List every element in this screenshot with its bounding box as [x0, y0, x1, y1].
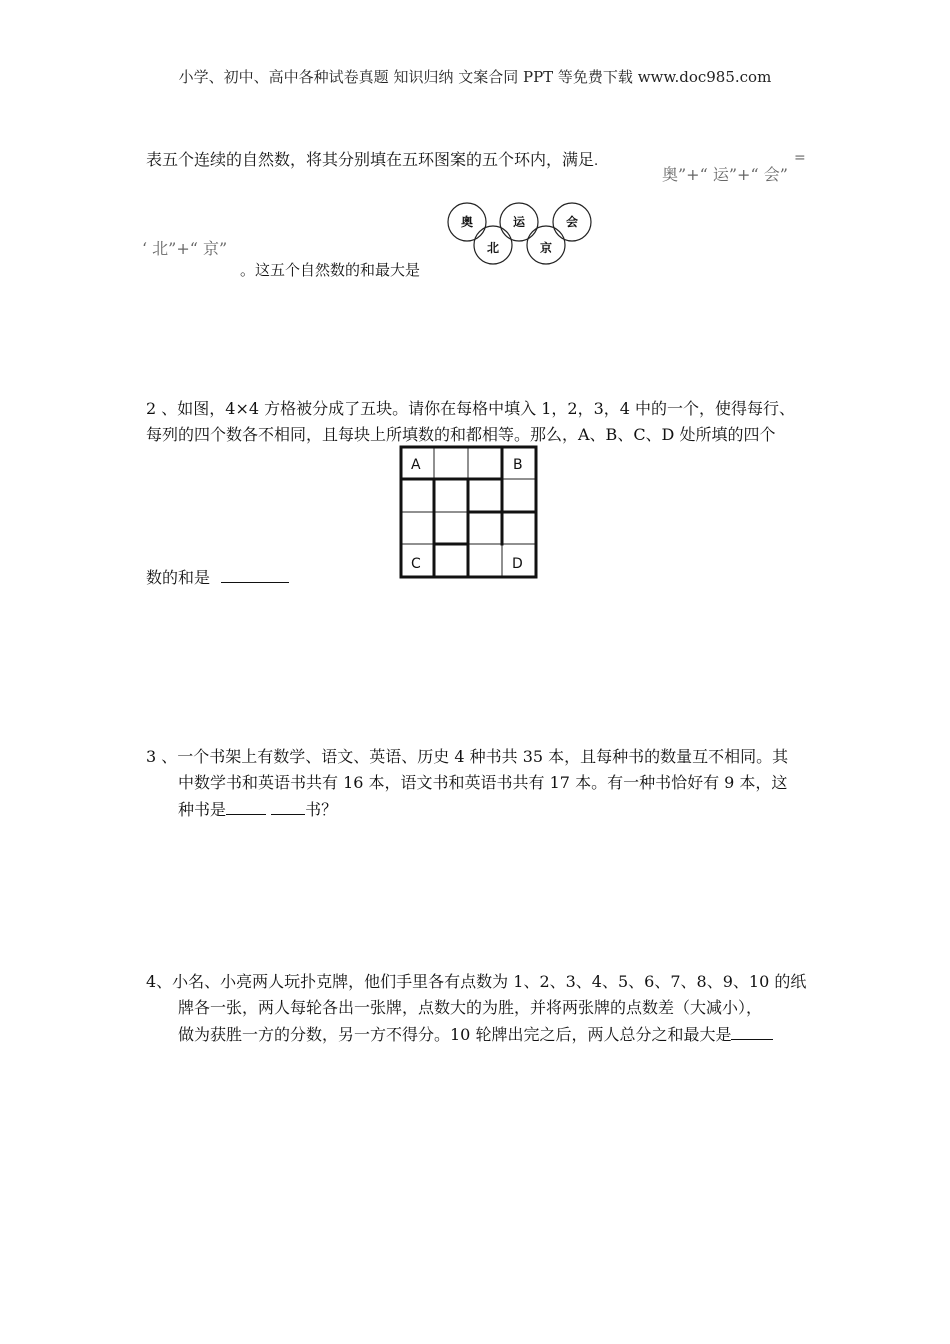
q3-line3-end: 书？ — [305, 800, 338, 819]
q2-answer-blank — [221, 564, 289, 583]
q1-text: 表五个连续的自然数，将其分别填在五环图案的五个环内，满足 — [146, 150, 595, 169]
q2-line3-text: 数的和是 — [146, 568, 211, 587]
q4-line1: 4、小名、小亮两人玩扑克牌，他们手里各有点数为 1、2、3、4、5、6、7、8、9、10 的纸 — [146, 972, 807, 991]
grid-4x4-figure — [398, 444, 540, 580]
grid-label-d: D — [512, 556, 523, 572]
q4-line2: 牌各一张，两人每轮各出一张牌，点数大的为胜，并将两张牌的点数差（大减小）， — [178, 998, 763, 1017]
q1-formula-right: 奥”+“ 运”+“ 会” — [662, 165, 788, 184]
q3-answer-blank-1 — [226, 796, 266, 815]
q4-line3-text: 做为获胜一方的分数，另一方不得分。10 轮牌出完之后，两人总分之和最大是 — [178, 1025, 732, 1044]
q2-line2: 每列的四个数各不相同，且每块上所填数的和都相等。那么，A、B、C、D 处所填的四个 — [146, 425, 776, 444]
q3-line1: 3 、一个书架上有数学、语文、英语、历史 4 种书共 35 本，且每种书的数量互不相同。其 — [146, 747, 789, 766]
q2-line1: 2 、如图，4×4 方格被分成了五块。请你在每格中填入 1，2，3，4 中的一个，使得每行、 — [146, 399, 796, 418]
q3-answer-blank-2 — [271, 796, 305, 815]
q4-answer-blank — [731, 1021, 773, 1040]
q4-line3 — [178, 1021, 773, 1048]
ring-label-ao: 奥 — [460, 215, 474, 229]
q1-line1 — [146, 147, 598, 175]
q3-line3 — [178, 796, 337, 823]
q2-line3 — [146, 564, 289, 591]
q1-equals: = — [794, 150, 806, 166]
q1-formula-left: ‘ 北”+“ 京” — [142, 239, 228, 258]
q3-line3-start: 种书是 — [178, 800, 227, 819]
ring-label-bei: 北 — [486, 241, 500, 255]
q1-tail: 。这五个自然数的和最大是 — [240, 261, 421, 279]
ring-label-yun: 运 — [512, 215, 526, 229]
olympic-rings-figure — [446, 201, 596, 271]
grid-label-a: A — [411, 457, 421, 473]
grid-label-c: C — [411, 556, 421, 572]
ring-label-hui: 会 — [565, 215, 579, 229]
q1-dot: . — [594, 154, 599, 169]
q3-line2: 中数学书和英语书共有 16 本，语文书和英语书共有 17 本。有一种书恰好有 9 本，这 — [178, 773, 788, 792]
page-header: 小学、初中、高中各种试卷真题 知识归纳 文案合同 PPT 等免费下载 www.doc985.com — [178, 68, 772, 86]
grid-label-b: B — [513, 457, 523, 473]
ring-label-jing: 京 — [539, 241, 553, 255]
